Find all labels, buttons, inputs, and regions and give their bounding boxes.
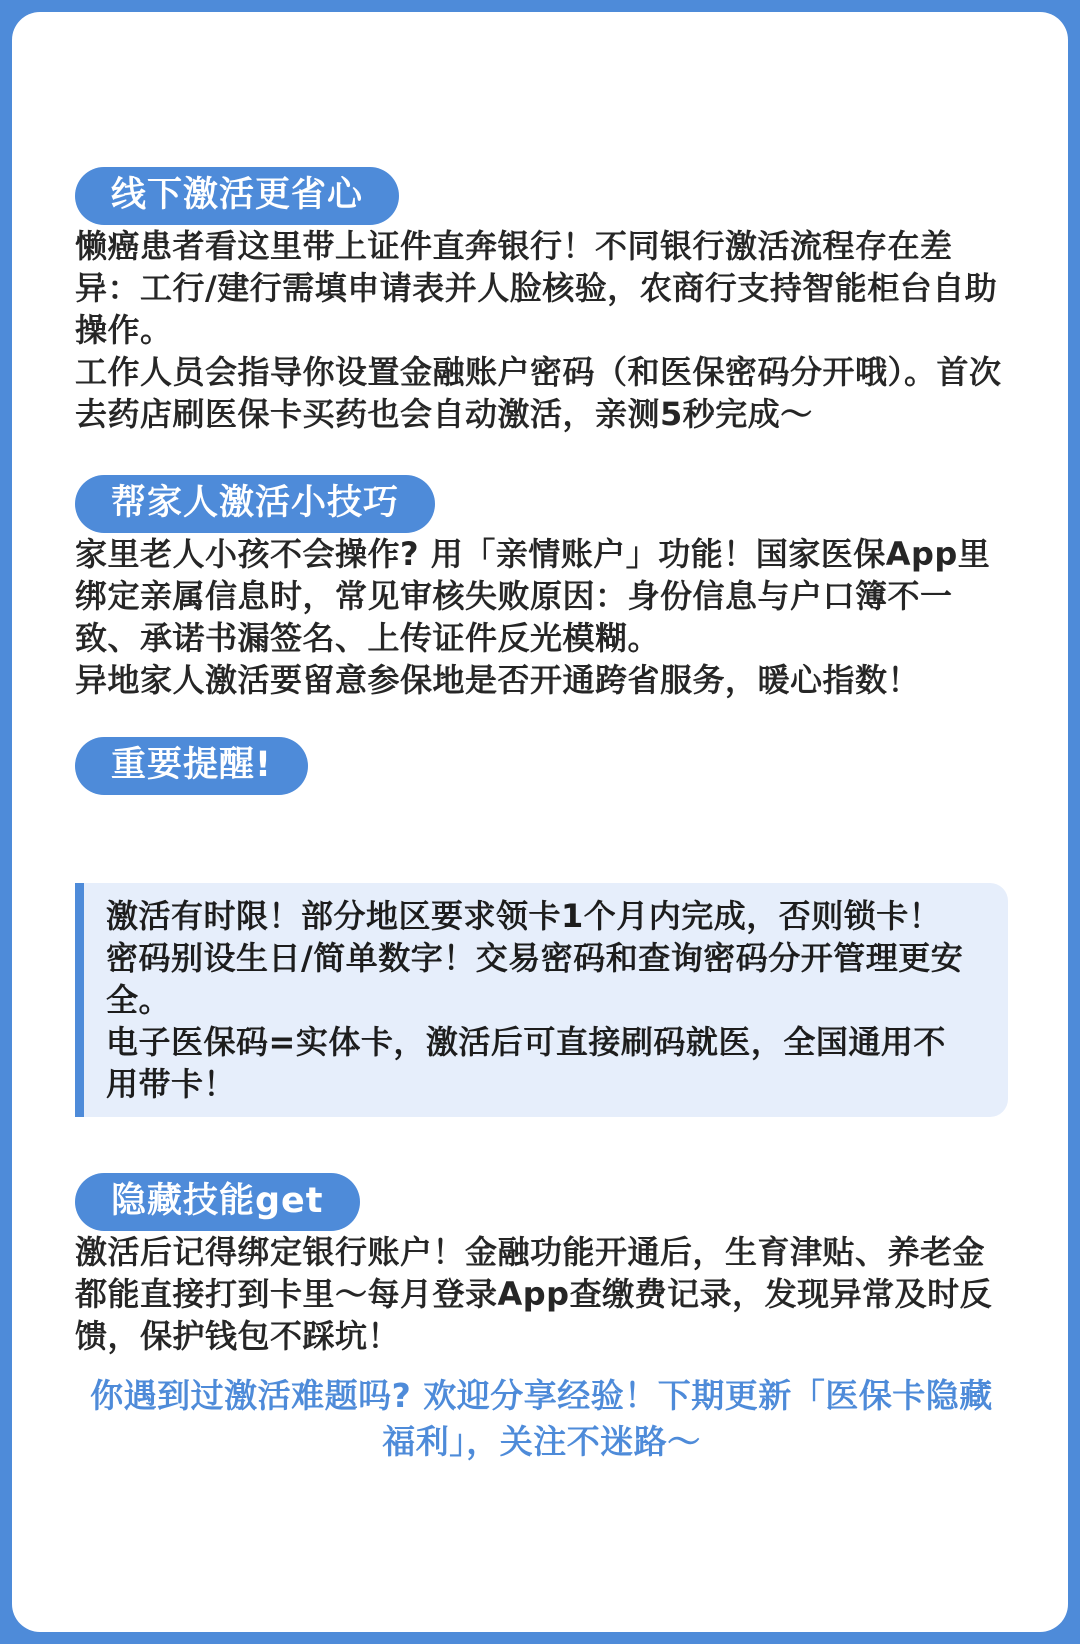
callout-line-password: 密码别设生日/简单数字！交易密码和查询密码分开管理更安全。 [106, 939, 964, 1019]
paragraph-bank-flow: 懒癌患者看这里带上证件直奔银行！不同银行激活流程存在差异：工行/建行需填申请表并人脸核验，农商行支持智能柜台自助操作。 [75, 227, 998, 349]
section-heading-row [75, 475, 1008, 533]
paragraph-cross-province: 异地家人激活要留意参保地是否开通跨省服务，暖心指数！ [75, 661, 921, 699]
section-heading-pill-reminder [75, 737, 308, 795]
section-heading-label: 重要提醒! [111, 745, 272, 785]
section-hidden-skill [75, 1173, 1008, 1357]
section-important-reminder [75, 737, 1008, 1117]
section-heading-row [75, 167, 1008, 225]
paragraph-bind-bank: 激活后记得绑定银行账户！金融功能开通后，生育津贴、养老金都能直接打到卡里～每月登录App查缴费记录，发现异常及时反馈，保护钱包不踩坑！ [75, 1233, 993, 1355]
section-heading-pill-offline [75, 167, 399, 225]
section-heading-label: 线下激活更省心 [111, 175, 364, 215]
section-offline-activation [75, 167, 1008, 435]
section-heading-row [75, 1173, 1008, 1231]
footer-cta: 你遇到过激活难题吗? 欢迎分享经验！下期更新「医保卡隐藏福利」，关注不迷路～ [90, 1376, 993, 1461]
paragraph-password-setup: 工作人员会指导你设置金融账户密码（和医保密码分开哦）。首次去药店刷医保卡买药也会自动激活，亲测5秒完成～ [75, 353, 1002, 433]
section-family-tips [75, 475, 1008, 701]
callout-line-ecode: 电子医保码=实体卡，激活后可直接刷码就医，全国通用不用带卡！ [106, 1023, 946, 1103]
section-heading-row [75, 737, 1008, 795]
important-callout-box [75, 883, 1008, 1117]
section-heading-label: 隐藏技能get [111, 1181, 324, 1221]
callout-line-time-limit: 激活有时限！部分地区要求领卡1个月内完成，否则锁卡！ [106, 897, 942, 935]
paragraph-family-account: 家里老人小孩不会操作? 用「亲情账户」功能！国家医保App里绑定亲属信息时，常见审核失败原因：身份信息与户口簿不一致、承诺书漏签名、上传证件反光模糊。 [75, 535, 991, 657]
section-heading-pill-family [75, 475, 435, 533]
section-heading-label: 帮家人激活小技巧 [111, 483, 400, 523]
content-card [12, 12, 1068, 1632]
section-heading-pill-skill [75, 1173, 360, 1231]
